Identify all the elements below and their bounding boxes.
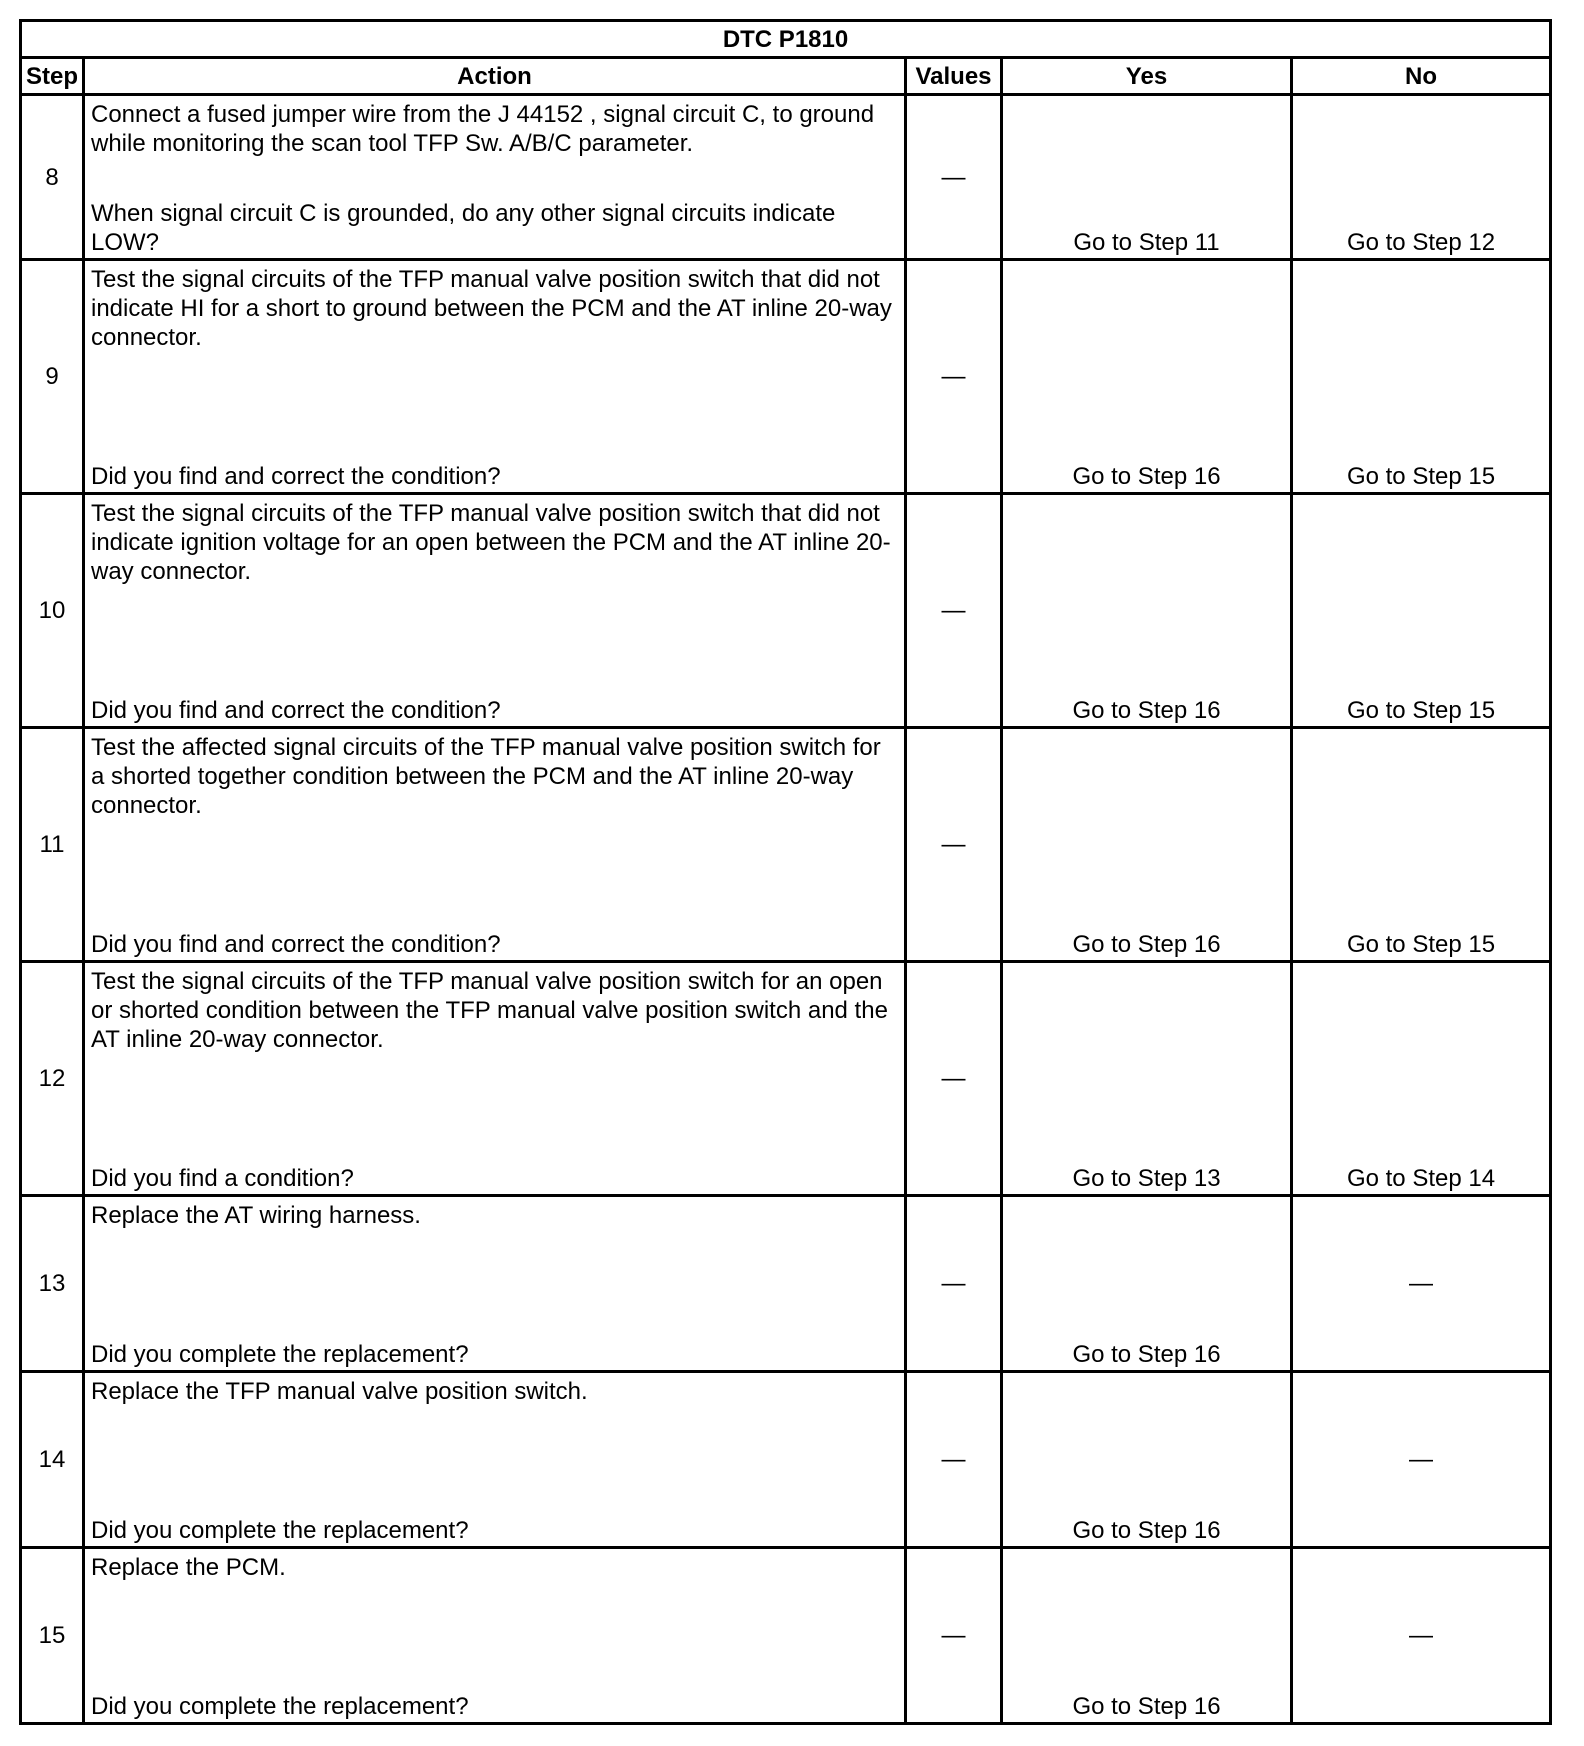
action-instruction: Test the signal circuits of the TFP manual valve position switch that did not indicate ignition voltage for an open between the PCM and the AT inline 20-way connector.	[91, 500, 891, 585]
step-number: 9	[21, 260, 84, 494]
action-cell	[84, 1196, 906, 1372]
header-values: Values	[906, 58, 1002, 95]
no-link[interactable]: Go to Step 14	[1292, 962, 1551, 1196]
values-cell: —	[906, 95, 1002, 260]
table-row	[21, 494, 1551, 728]
step-number: 8	[21, 95, 84, 260]
action-instruction: Replace the TFP manual valve position switch.	[91, 1378, 588, 1405]
table-row	[21, 1548, 1551, 1724]
values-cell: —	[906, 1372, 1002, 1548]
values-cell: —	[906, 962, 1002, 1196]
action-cell	[84, 962, 906, 1196]
yes-link[interactable]: Go to Step 16	[1002, 260, 1292, 494]
step-number: 10	[21, 494, 84, 728]
action-question: Did you find and correct the condition?	[91, 931, 501, 958]
action-question: Did you complete the replacement?	[91, 1517, 469, 1544]
values-cell: —	[906, 1548, 1002, 1724]
action-cell	[84, 1372, 906, 1548]
action-cell	[84, 494, 906, 728]
action-question: Did you find and correct the condition?	[91, 463, 501, 490]
values-cell: —	[906, 494, 1002, 728]
table-row	[21, 260, 1551, 494]
action-instruction: Replace the AT wiring harness.	[91, 1202, 421, 1229]
yes-link[interactable]: Go to Step 16	[1002, 728, 1292, 962]
title-row	[21, 21, 1551, 58]
header-no: No	[1292, 58, 1551, 95]
yes-link[interactable]: Go to Step 13	[1002, 962, 1292, 1196]
header-row	[21, 58, 1551, 95]
action-question: Did you complete the replacement?	[91, 1693, 469, 1720]
action-instruction: Replace the PCM.	[91, 1554, 286, 1581]
header-step: Step	[21, 58, 84, 95]
no-value: —	[1292, 1196, 1551, 1372]
action-instruction: Test the affected signal circuits of the TFP manual valve position switch for a shorted together condition between the PCM and the AT inline 20-way connector.	[91, 734, 881, 819]
action-instruction: Test the signal circuits of the TFP manual valve position switch for an open or shorted condition between the TFP manual valve position switch and the AT inline 20-way connector.	[91, 968, 888, 1053]
action-cell	[84, 1548, 906, 1724]
table-row	[21, 728, 1551, 962]
action-question: Did you complete the replacement?	[91, 1341, 469, 1368]
action-instruction: Connect a fused jumper wire from the J 44152 , signal circuit C, to ground while monitoring the scan tool TFP Sw. A/B/C parameter.	[91, 101, 875, 157]
no-link[interactable]: Go to Step 15	[1292, 260, 1551, 494]
action-cell	[84, 95, 906, 260]
table-row	[21, 1196, 1551, 1372]
no-link[interactable]: Go to Step 12	[1292, 95, 1551, 260]
step-number: 11	[21, 728, 84, 962]
yes-link[interactable]: Go to Step 16	[1002, 1372, 1292, 1548]
header-action: Action	[84, 58, 906, 95]
step-number: 14	[21, 1372, 84, 1548]
no-link[interactable]: Go to Step 15	[1292, 728, 1551, 962]
action-question: Did you find and correct the condition?	[91, 697, 501, 724]
action-question: When signal circuit C is grounded, do any other signal circuits indicate LOW?	[91, 200, 836, 256]
table-row	[21, 1372, 1551, 1548]
header-yes: Yes	[1002, 58, 1292, 95]
values-cell: —	[906, 728, 1002, 962]
table-title: DTC P1810	[21, 21, 1551, 58]
action-question: Did you find a condition?	[91, 1165, 354, 1192]
step-number: 13	[21, 1196, 84, 1372]
no-value: —	[1292, 1548, 1551, 1724]
dtc-table	[19, 19, 1552, 1725]
yes-link[interactable]: Go to Step 11	[1002, 95, 1292, 260]
no-link[interactable]: Go to Step 15	[1292, 494, 1551, 728]
values-cell: —	[906, 260, 1002, 494]
step-number: 12	[21, 962, 84, 1196]
action-cell	[84, 260, 906, 494]
table-row	[21, 95, 1551, 260]
action-cell	[84, 728, 906, 962]
yes-link[interactable]: Go to Step 16	[1002, 494, 1292, 728]
action-instruction: Test the signal circuits of the TFP manual valve position switch that did not indicate HI for a short to ground between the PCM and the AT inline 20-way connector.	[91, 266, 892, 351]
document-sheet	[19, 19, 1552, 1725]
yes-link[interactable]: Go to Step 16	[1002, 1548, 1292, 1724]
no-value: —	[1292, 1372, 1551, 1548]
table-row	[21, 962, 1551, 1196]
step-number: 15	[21, 1548, 84, 1724]
yes-link[interactable]: Go to Step 16	[1002, 1196, 1292, 1372]
values-cell: —	[906, 1196, 1002, 1372]
